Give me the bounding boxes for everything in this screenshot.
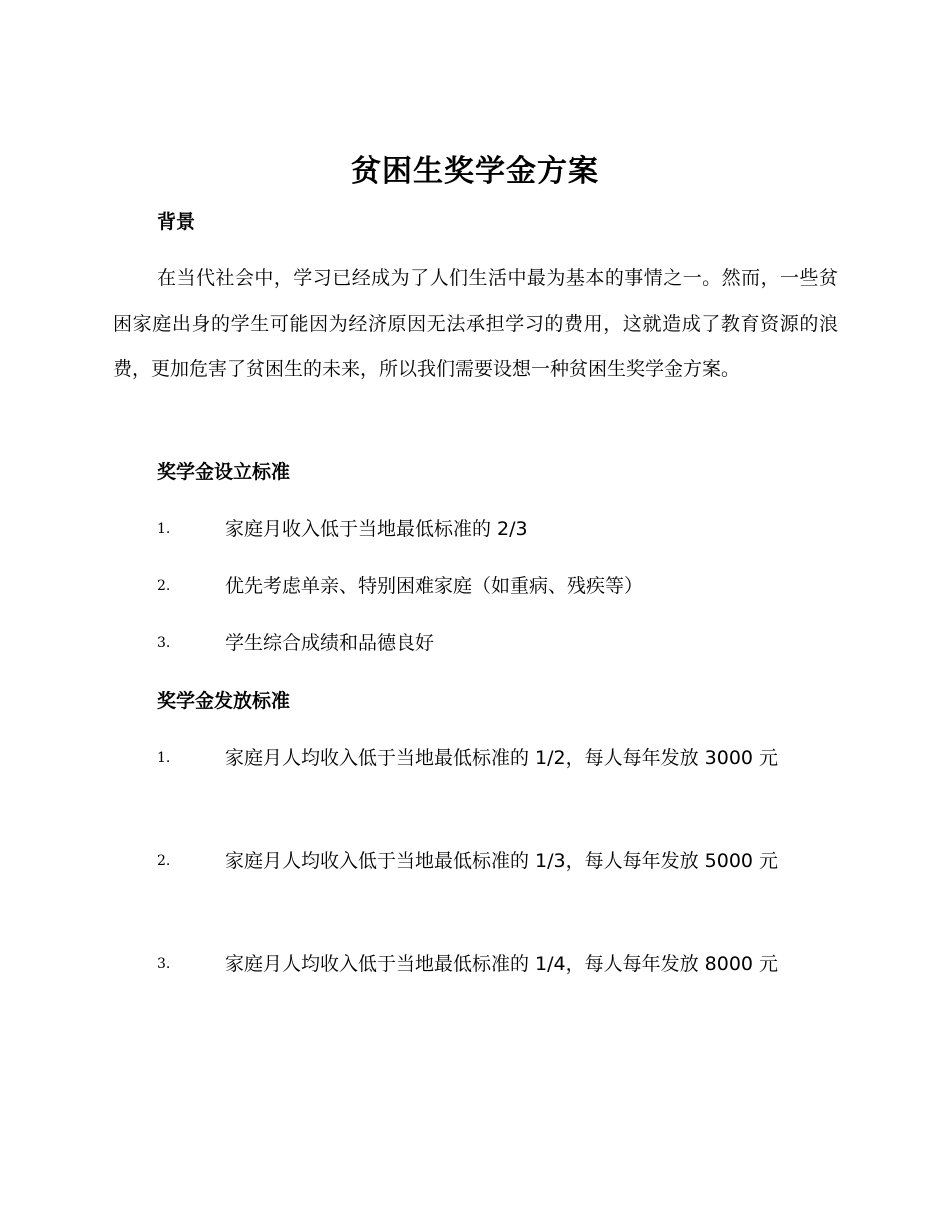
distribution-list-item bbox=[113, 941, 838, 987]
list-item-text: 学生综合成绩和品德良好 bbox=[225, 632, 435, 654]
list-item-text: 家庭月人均收入低于当地最低标准的 1/3，每人每年发放 5000 元 bbox=[225, 850, 779, 872]
document-title: 贫困生奖学金方案 bbox=[351, 154, 599, 189]
criteria-list-item bbox=[113, 620, 838, 666]
list-number: 1. bbox=[157, 750, 171, 766]
section-heading-criteria: 奖学金设立标准 bbox=[157, 461, 291, 483]
list-number: 1. bbox=[157, 521, 171, 537]
criteria-list-item bbox=[113, 563, 838, 609]
distribution-list-item bbox=[113, 838, 838, 884]
list-item-text: 家庭月人均收入低于当地最低标准的 1/4，每人每年发放 8000 元 bbox=[225, 953, 779, 975]
list-item-text: 家庭月人均收入低于当地最低标准的 1/2，每人每年发放 3000 元 bbox=[225, 747, 779, 769]
list-number: 3. bbox=[157, 635, 171, 651]
criteria-list-item bbox=[113, 506, 838, 552]
background-paragraph: 在当代社会中，学习已经成为了人们生活中最为基本的事情之一。然而，一些贫困家庭出身的学生可能因为经济原因无法承担学习的费用，这就造成了教育资源的浪费，更加危害了贫困生的未来，所以我们需要设想一种贫困生奖学金方案。 bbox=[113, 267, 838, 380]
list-number: 2. bbox=[157, 578, 171, 594]
list-item-text: 家庭月收入低于当地最低标准的 2/3 bbox=[225, 518, 528, 540]
section-heading-background: 背景 bbox=[157, 211, 196, 233]
list-number: 2. bbox=[157, 853, 171, 869]
distribution-list-item bbox=[113, 735, 838, 781]
section-heading-distribution: 奖学金发放标准 bbox=[157, 690, 291, 712]
list-number: 3. bbox=[157, 956, 171, 972]
list-item-text: 优先考虑单亲、特别困难家庭（如重病、残疾等） bbox=[225, 575, 644, 597]
